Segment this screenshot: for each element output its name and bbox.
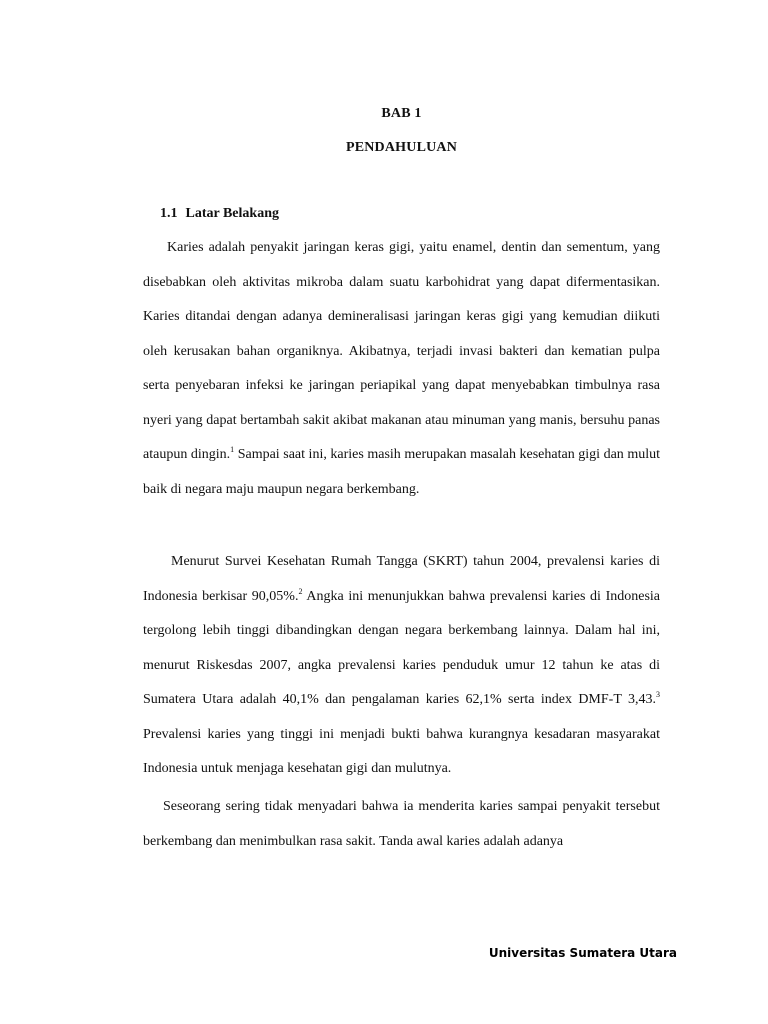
footnote-ref-3: 3 xyxy=(656,690,660,699)
footnote-ref-2: 2 xyxy=(298,586,303,596)
paragraph-3 xyxy=(143,790,660,859)
section-number: 1.1 xyxy=(160,206,178,221)
paragraph-2-text-a: Menurut Survei Kesehatan Rumah Tangga (SKRT) tahun 2004, prevalensi karies di Indonesia berkisar 90,05%. xyxy=(143,554,660,604)
footer-university: Universitas Sumatera Utara xyxy=(488,946,677,960)
paragraph-3-text-a: Seseorang sering tidak menyadari bahwa ia menderita karies sampai penyakit tersebut berkembang dan menimbulkan rasa sakit. Tanda awal karies adalah adanya xyxy=(143,799,660,849)
paragraph-1 xyxy=(143,231,660,507)
paragraph-2-text-b: Angka ini menunjukkan bahwa prevalensi karies di Indonesia tergolong lebih tinggi dibandingkan dengan negara berkembang lainnya. Dalam hal ini, menurut Riskesdas 2007, angka prevalensi karies penduduk umur 12 tahun ke atas di Sumatera Utara adalah 40,1% dan pengalaman karies 62,1% serta index DMF-T 3,43. xyxy=(143,588,660,707)
paragraph-1-text-b: Sampai saat ini, karies masih merupakan masalah kesehatan gigi dan mulut baik di negara maju maupun negara berkembang. xyxy=(143,447,660,497)
paragraph-2-text-c: Prevalensi karies yang tinggi ini menjadi bukti bahwa kurangnya kesadaran masyarakat Indonesia untuk menjaga kesehatan gigi dan mulutnya. xyxy=(143,726,660,776)
chapter-title: PENDAHULUAN xyxy=(345,140,458,155)
footnote-ref-1: 1 xyxy=(230,445,235,454)
paragraph-2 xyxy=(143,545,660,787)
section-heading xyxy=(160,206,279,222)
section-title: Latar Belakang xyxy=(185,206,279,221)
chapter-label: BAB 1 xyxy=(381,106,422,121)
paragraph-1-text-a: Karies adalah penyakit jaringan keras gigi, yaitu enamel, dentin dan sementum, yang disebabkan oleh aktivitas mikroba dalam suatu karbohidrat yang dapat difermentasikan. Karies ditandai dengan adanya demineralisasi jaringan keras gigi yang kemudian diikuti oleh kerusakan bahan organiknya. Akibatnya, terjadi invasi bakteri dan kematian pulpa serta penyebaran infeksi ke jaringan periapikal yang dapat menyebabkan timbulnya rasa nyeri yang dapat bertambah sakit akibat makanan atau minuman yang manis, bersuhu panas ataupun dingin. xyxy=(143,240,660,462)
